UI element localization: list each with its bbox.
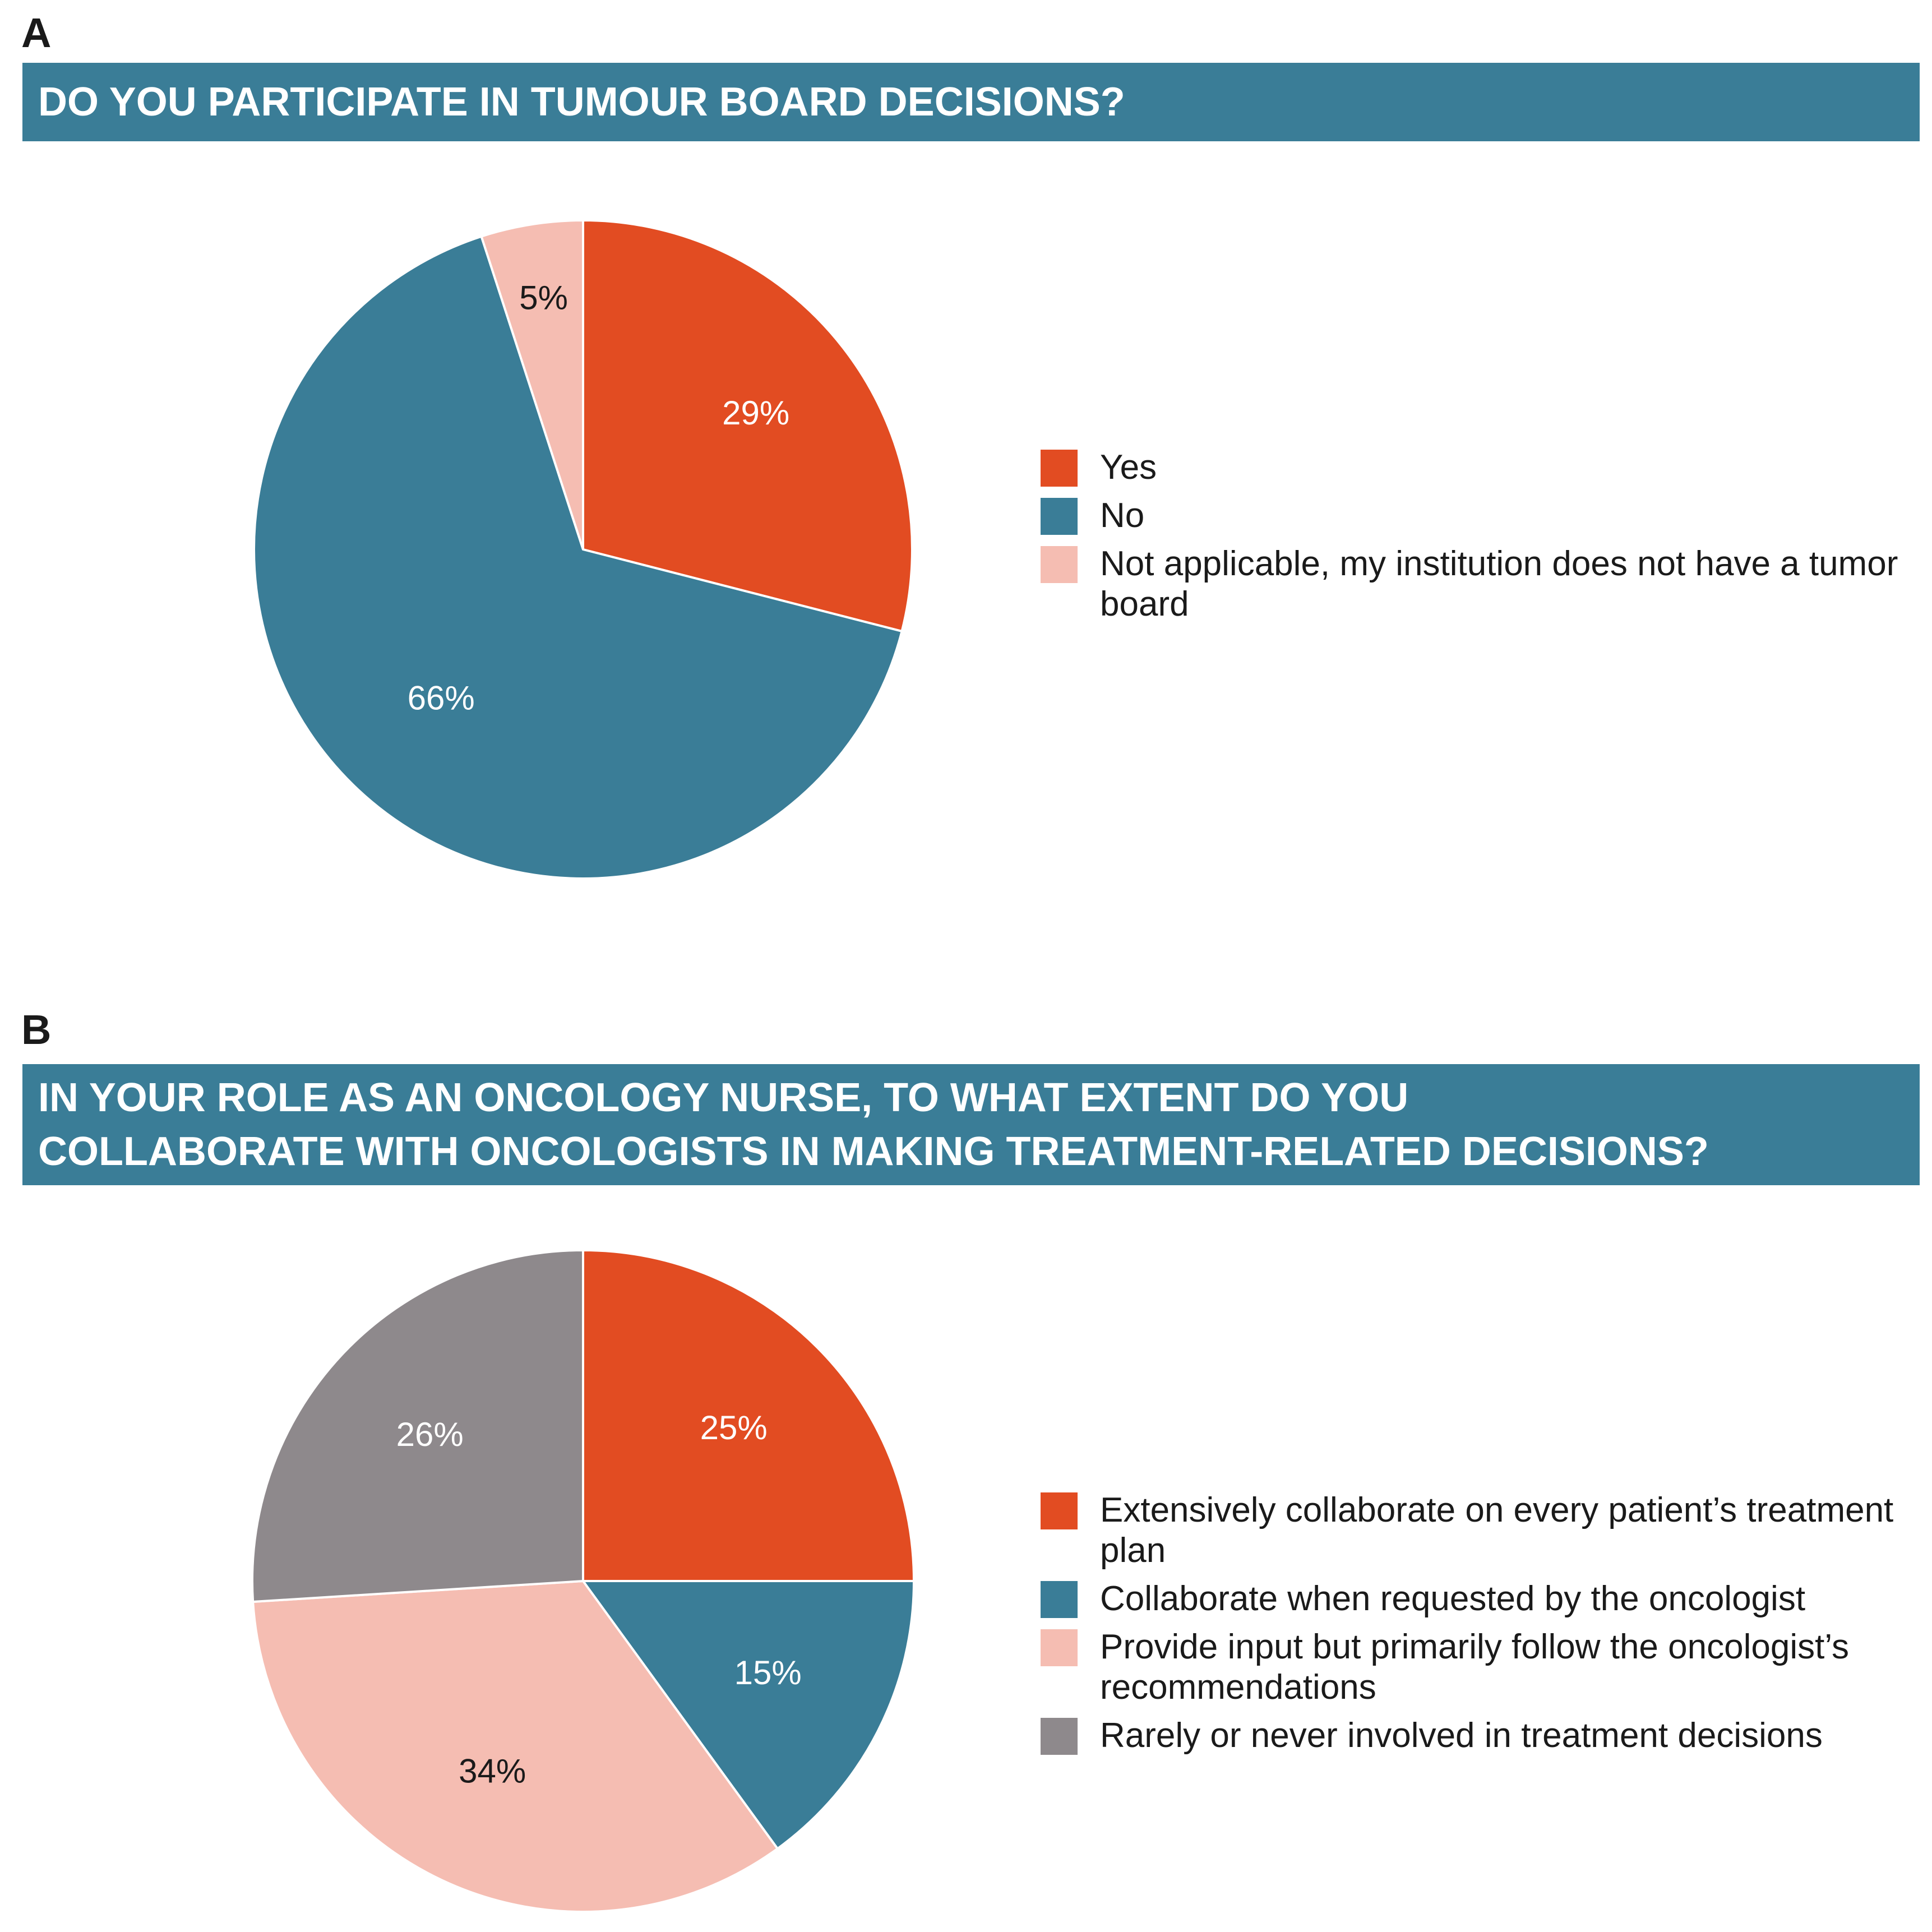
legend-0-swatch-2 (1041, 546, 1078, 583)
legend-1-label-2: Provide input but primarily follow the oncologist’s recommendations (1100, 1628, 1849, 1707)
pie-1-slice-label-1: 15% (734, 1653, 802, 1691)
legend-1-swatch-0 (1041, 1492, 1078, 1529)
legend-0-item-2 (1041, 544, 1915, 625)
pie-0-slice-label-0: 29% (722, 394, 790, 432)
pie-chart-b (235, 1233, 931, 1929)
legend-0-item-1 (1041, 496, 1915, 536)
legend-1-item-1 (1041, 1579, 1915, 1619)
panel-a-title-banner (22, 63, 1920, 141)
legend-b (1041, 1490, 1915, 1764)
pie-0-slice-label-1: 66% (407, 679, 475, 717)
legend-1-item-2 (1041, 1627, 1915, 1708)
panel-b-title-banner (22, 1064, 1920, 1185)
pie-0-slice-label-2: 5% (519, 279, 568, 317)
legend-1-item-0 (1041, 1490, 1915, 1571)
panel-b-title-line-2: COLLABORATE WITH ONCOLOGISTS IN MAKING TREATMENT-RELATED DECISIONS? (38, 1129, 1709, 1174)
legend-1-item-3 (1041, 1716, 1915, 1756)
legend-1-label-0: Extensively collaborate on every patient’s treatment plan (1100, 1491, 1894, 1570)
legend-0-label-1: No (1100, 496, 1145, 535)
legend-0-label-2: Not applicable, my institution does not have a tumor board (1100, 544, 1898, 623)
legend-1-swatch-2 (1041, 1629, 1078, 1666)
legend-0-swatch-1 (1041, 498, 1078, 535)
legend-0-swatch-0 (1041, 450, 1078, 487)
legend-1-swatch-1 (1041, 1581, 1078, 1618)
panel-a-letter: A (21, 10, 52, 56)
panel-b-letter: B (21, 1006, 52, 1053)
legend-1-swatch-3 (1041, 1718, 1078, 1755)
panel-a-title: DO YOU PARTICIPATE IN TUMOUR BOARD DECISIONS? (38, 80, 1125, 124)
pie-1-slice-label-3: 26% (396, 1416, 464, 1454)
pie-1-slice-label-0: 25% (700, 1409, 768, 1447)
legend-0-label-0: Yes (1100, 448, 1157, 487)
pie-1-slice-label-2: 34% (459, 1752, 526, 1790)
legend-a (1041, 447, 1915, 632)
legend-1-label-1: Collaborate when requested by the oncologist (1100, 1579, 1806, 1618)
legend-1-label-3: Rarely or never involved in treatment decisions (1100, 1716, 1823, 1755)
legend-0-item-0 (1041, 447, 1915, 488)
panel-b-title-line-1: IN YOUR ROLE AS AN ONCOLOGY NURSE, TO WHAT EXTENT DO YOU (38, 1075, 1409, 1120)
pie-chart-a (235, 202, 931, 897)
